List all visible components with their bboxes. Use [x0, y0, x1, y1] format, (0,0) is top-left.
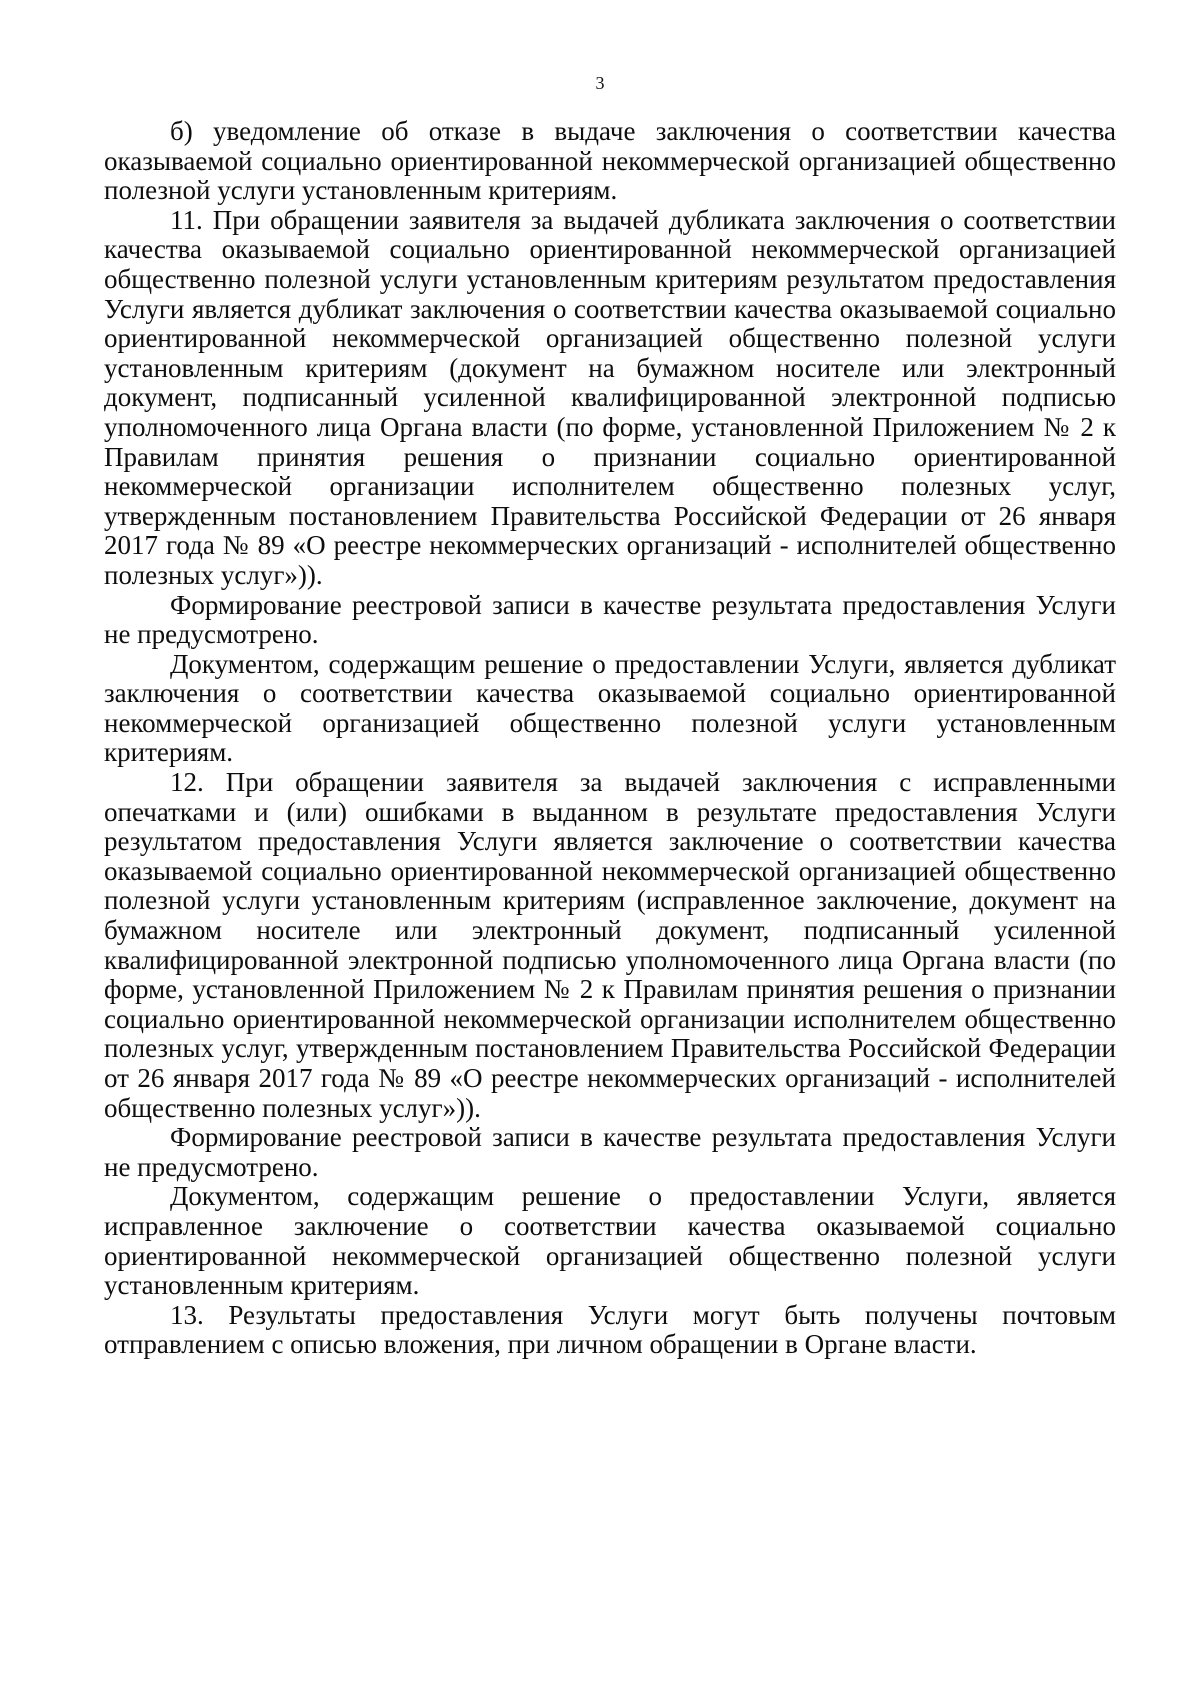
paragraph-11: 11. При обращении заявителя за выдачей дубликата заключения о соответствии качества оказываемой социально ориентированной некоммерческой организацией общественно полезной услуги установленным критериям результатом предоставления Услуги является дубликат заключения о соответствии качества оказываемой социально ориентированной некоммерческой организацией общественно полезной услуги установленным критериям (документ на бумажном носителе или электронный документ, подписанный усиленной квалифицированной электронной подписью уполномоченного лица Органа власти (по форме, установленной Приложением № 2 к Правилам принятия решения о признании социально ориентированной некоммерческой организации исполнителем общественно полезных услуг, утвержденным постановлением Правительства Российской Федерации от 26 января 2017 года № 89 «О реестре некоммерческих организаций - исполнителей общественно полезных услуг»)). [104, 204, 1116, 590]
paragraph-12-registry: Формирование реестровой записи в качестве результата предоставления Услуги не предусмотрено. [104, 1122, 1116, 1182]
paragraph-12: 12. При обращении заявителя за выдачей заключения с исправленными опечатками и (или) ошибками в выданном в результате предоставления Услуги результатом предоставления Услуги является заключение о соответствии качества оказываемой социально ориентированной некоммерческой организацией общественно полезной услуги установленным критериям (исправленное заключение, документ на бумажном носителе или электронный документ, подписанный усиленной квалифицированной электронной подписью уполномоченного лица Органа власти (по форме, установленной Приложением № 2 к Правилам принятия решения о признании социально ориентированной некоммерческой организации исполнителем общественно полезных услуг, утвержденным постановлением Правительства Российской Федерации от 26 января 2017 года № 89 «О реестре некоммерческих организаций - исполнителей общественно полезных услуг»)). [104, 767, 1116, 1123]
paragraph-13: 13. Результаты предоставления Услуги могут быть получены почтовым отправлением с описью вложения, при личном обращении в Органе власти. [104, 1299, 1116, 1360]
paragraph-10b: б) уведомление об отказе в выдаче заключения о соответствии качества оказываемой социально ориентированной некоммерческой организацией общественно полезной услуги установленным критериям. [104, 116, 1116, 206]
paragraph-11-registry: Формирование реестровой записи в качестве результата предоставления Услуги не предусмотрено. [104, 589, 1116, 650]
paragraph-12-decision: Документом, содержащим решение о предоставлении Услуги, является исправленное заключение о соответствии качества оказываемой социально ориентированной некоммерческой организацией общественно полезной услуги установленным критериям. [104, 1181, 1116, 1301]
document-body [104, 117, 1116, 1360]
paragraph-11-decision: Документом, содержащим решение о предоставлении Услуги, является дубликат заключения о соответствии качества оказываемой социально ориентированной некоммерческой организацией общественно полезной услуги установленным критериям. [104, 648, 1116, 768]
page-number: 3 [595, 73, 605, 93]
